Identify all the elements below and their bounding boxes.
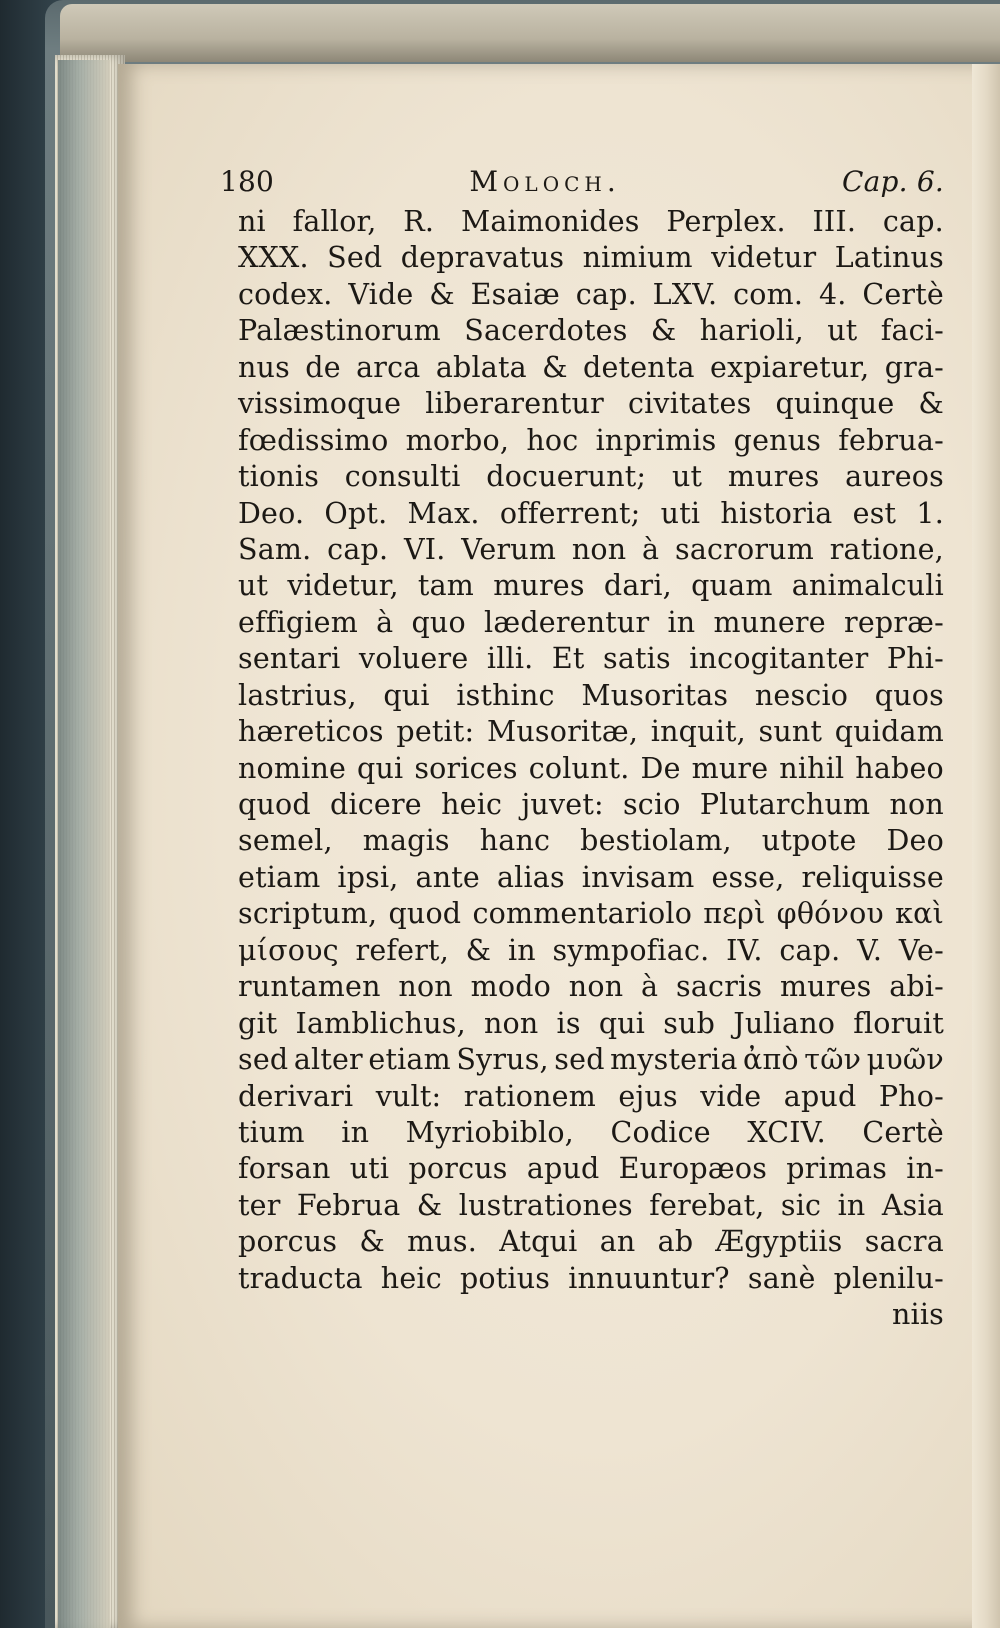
word: abi- — [889, 970, 944, 1004]
word: sympofiac. — [552, 933, 710, 967]
word: Plutarchum — [699, 788, 871, 821]
word: cap. — [327, 532, 389, 566]
word: V. — [857, 933, 883, 967]
word: historia — [720, 496, 833, 530]
chapter-label: Cap. 6. — [842, 165, 944, 198]
word: & — [650, 314, 677, 348]
word: & — [918, 387, 944, 421]
word: sacra — [864, 1225, 944, 1259]
word: dicere — [330, 788, 422, 821]
word: harioli, — [699, 314, 804, 348]
word: is — [556, 1006, 581, 1040]
word: sub — [663, 1006, 716, 1040]
text-line — [238, 1115, 944, 1151]
word: περὶ — [703, 897, 766, 931]
word: quo — [411, 605, 466, 639]
text-line — [238, 1224, 944, 1260]
word: refert, — [355, 933, 449, 967]
page-right-edge — [972, 64, 1000, 1628]
word: sic — [780, 1188, 822, 1222]
word: aureos — [845, 460, 944, 494]
text-line — [238, 459, 944, 495]
word: & — [542, 350, 568, 384]
word: genus — [733, 423, 822, 457]
word: XCIV. — [747, 1115, 826, 1149]
word: mures — [727, 460, 820, 494]
word: illi. — [486, 642, 534, 676]
word: lustrationes — [458, 1188, 633, 1222]
word: tionis — [238, 460, 320, 494]
word: traducta — [238, 1261, 363, 1295]
word: quam — [691, 569, 773, 603]
word: nihil — [779, 751, 845, 785]
word: Musoritæ, — [486, 715, 639, 749]
word: μίσους — [238, 933, 339, 967]
word: sunt — [758, 715, 823, 749]
word: VI. — [403, 532, 446, 566]
word: fœdissimo — [238, 423, 389, 457]
word: primas — [786, 1152, 888, 1186]
word: ter — [238, 1188, 281, 1222]
word: commentariolo — [472, 897, 693, 931]
word: consulti — [344, 460, 461, 494]
word: scio — [622, 788, 681, 821]
word: non — [568, 970, 624, 1004]
word: Codice — [610, 1115, 711, 1149]
word: inquit, — [650, 715, 746, 749]
word: depravatus — [400, 241, 565, 275]
text-line — [238, 240, 944, 276]
word: uti — [349, 1152, 390, 1186]
text-line — [238, 641, 944, 677]
word: Esaiæ — [470, 277, 560, 311]
word: læderentur — [484, 605, 650, 639]
text-line — [238, 896, 944, 932]
word: cap. — [575, 277, 637, 311]
running-header — [220, 164, 944, 204]
word: forsan — [238, 1152, 331, 1186]
word: καὶ — [895, 897, 944, 931]
text-line — [238, 1151, 944, 1187]
word: faci- — [880, 314, 944, 348]
text-line — [238, 1188, 944, 1224]
word: Certè — [862, 277, 944, 311]
word: Perplex. — [666, 205, 786, 238]
word: derivari — [238, 1079, 354, 1113]
word: mysteria — [610, 1043, 738, 1077]
word: uti — [660, 496, 701, 530]
word: vissimoque — [238, 387, 402, 421]
word: IV. — [726, 933, 763, 967]
word: civitates — [627, 387, 752, 421]
word: reliquisse — [801, 860, 944, 894]
text-line — [238, 423, 944, 459]
word: in — [667, 605, 696, 639]
word: arca — [356, 350, 421, 384]
word: ni — [238, 205, 266, 238]
word: non — [889, 788, 944, 821]
word: Et — [551, 642, 585, 676]
text-line — [238, 714, 944, 750]
word: qui — [598, 1006, 646, 1040]
word: Latinus — [834, 241, 944, 275]
word: qui — [357, 751, 404, 785]
text-line — [238, 751, 944, 787]
word: inprimis — [595, 423, 717, 457]
text-line — [238, 204, 944, 240]
word: Syrus, — [456, 1043, 549, 1077]
word: & — [465, 933, 492, 967]
word: bestiolam, — [580, 824, 732, 858]
word: docuerunt; — [486, 460, 647, 494]
word: sacrorum — [675, 532, 814, 566]
word: apud — [783, 1079, 857, 1113]
word: petit: — [396, 715, 475, 749]
text-line — [238, 386, 944, 422]
word: ablata — [435, 350, 527, 384]
word: φθόνου — [776, 897, 884, 931]
word: mures — [779, 970, 872, 1004]
word: utpote — [761, 824, 857, 858]
word: quinque — [775, 387, 895, 421]
word: ipsi, — [337, 860, 399, 894]
word: sacris — [676, 970, 763, 1004]
word: alias — [496, 860, 565, 894]
word: porcus — [408, 1152, 508, 1186]
text-line — [238, 933, 944, 969]
word: ut — [238, 569, 269, 603]
word: detenta — [583, 350, 695, 384]
word: non — [571, 532, 627, 566]
word: Juliano — [733, 1006, 836, 1040]
text-line — [238, 532, 944, 568]
word: Vide — [348, 277, 414, 311]
word: tam — [417, 569, 474, 603]
word: apud — [526, 1152, 600, 1186]
word: Asia — [881, 1188, 944, 1222]
word: mure — [691, 751, 769, 785]
word: invisam — [581, 860, 695, 894]
word: modo — [470, 970, 552, 1004]
word: an — [599, 1225, 636, 1259]
text-line — [238, 496, 944, 532]
word: nomine — [238, 751, 347, 785]
word: sentari — [238, 642, 341, 676]
word: sorices — [414, 751, 518, 785]
word: hæreticos — [238, 715, 384, 749]
word: Ægyptiis — [715, 1225, 843, 1259]
text-line: niis — [891, 1298, 944, 1332]
word: De — [640, 751, 681, 785]
word: voluere — [358, 642, 469, 676]
word: Europæos — [618, 1152, 768, 1186]
word: in — [507, 933, 536, 967]
word: porcus — [238, 1225, 338, 1259]
word: quidam — [834, 715, 944, 749]
word: à — [642, 532, 660, 566]
word: ἀπὸ — [743, 1043, 799, 1077]
word: Iamblichus, — [295, 1006, 466, 1040]
word: nus — [238, 350, 290, 384]
word: quod — [388, 897, 462, 931]
word: videtur — [711, 241, 817, 275]
word: sed — [554, 1043, 605, 1077]
word: & — [429, 277, 455, 311]
word: ferebat, — [649, 1188, 765, 1222]
word: ut — [827, 314, 858, 348]
page-stack-shadow — [58, 60, 110, 1628]
word: vult: — [375, 1079, 442, 1113]
word: februa- — [838, 423, 944, 457]
word: videtur, — [287, 569, 399, 603]
word: Atqui — [499, 1225, 578, 1259]
text-line — [238, 277, 944, 313]
word: 4. — [818, 277, 847, 311]
word: semel, — [238, 824, 333, 858]
text-line — [238, 1079, 944, 1115]
word: codex. — [238, 277, 333, 311]
word: animalculi — [791, 569, 944, 603]
text-line — [238, 860, 944, 896]
text-line — [238, 678, 944, 714]
word: nescio — [754, 678, 849, 712]
word: Deo. — [238, 496, 305, 530]
word: ejus — [618, 1079, 678, 1113]
word: runtamen — [238, 970, 381, 1004]
word: etiam — [238, 860, 321, 894]
word: nimium — [582, 241, 693, 275]
word: à — [641, 970, 659, 1004]
word: qui — [383, 678, 430, 712]
word: non — [483, 1006, 539, 1040]
word: Phi- — [886, 642, 944, 676]
word: in — [341, 1115, 370, 1149]
word: LXV. — [652, 277, 718, 311]
word: effigiem — [238, 605, 358, 639]
word: Verum — [461, 532, 557, 566]
word: incogitanter — [689, 642, 869, 676]
word: Februa — [296, 1188, 401, 1222]
word: com. — [733, 277, 804, 311]
word: Max. — [407, 496, 480, 530]
word: vide — [700, 1079, 762, 1113]
word: Palæstinorum — [238, 314, 441, 348]
word: floruit — [853, 1006, 944, 1040]
word: liberarentur — [425, 387, 604, 421]
running-title: Moloch. — [469, 165, 621, 198]
word: munere — [713, 605, 826, 639]
word: ratione, — [829, 532, 944, 566]
word: cap. — [779, 933, 841, 967]
word: tium — [238, 1115, 305, 1149]
word: est — [852, 496, 897, 530]
word: Maimonides — [460, 205, 640, 238]
text-line — [238, 1261, 944, 1297]
word: hanc — [479, 824, 551, 858]
word: isthinc — [456, 678, 555, 712]
text-line — [238, 313, 944, 349]
page-number: 180 — [220, 165, 275, 198]
word: rationem — [463, 1079, 596, 1113]
word: de — [305, 350, 341, 384]
word: quos — [874, 678, 944, 712]
word: scriptum, — [238, 897, 378, 931]
word: XXX. — [238, 241, 309, 275]
word: τῶν — [804, 1043, 862, 1077]
word: μυῶν — [866, 1043, 944, 1077]
word: Opt. — [324, 496, 388, 530]
word: Musoritas — [581, 678, 729, 712]
word: & — [416, 1188, 443, 1222]
word: habeo — [855, 751, 944, 785]
word: alter — [293, 1043, 363, 1077]
text-line — [238, 605, 944, 641]
word: Myriobiblo, — [405, 1115, 574, 1149]
word: Certè — [862, 1115, 944, 1149]
page-text — [220, 164, 944, 1334]
word: sed — [238, 1043, 289, 1077]
word: plenilu- — [833, 1261, 944, 1295]
word: morbo, — [405, 423, 510, 457]
text-line — [238, 350, 944, 386]
word: mus. — [407, 1225, 478, 1259]
book-top-edge — [60, 4, 1000, 62]
word: Sacerdotes — [464, 314, 628, 348]
word: mures — [493, 569, 585, 603]
word: R. — [403, 205, 435, 238]
word: heic — [441, 788, 503, 821]
word: satis — [603, 642, 671, 676]
word: Pho- — [878, 1079, 944, 1113]
word: juvet: — [521, 788, 604, 821]
word: magis — [362, 824, 450, 858]
word: & — [359, 1225, 385, 1259]
text-line — [238, 787, 944, 823]
text-line — [238, 1006, 944, 1042]
text-line — [238, 969, 944, 1005]
word: in- — [906, 1152, 944, 1186]
word: colunt. — [528, 751, 630, 785]
word: repræ- — [844, 605, 944, 639]
word: III. — [812, 205, 857, 238]
text-lines — [238, 204, 944, 1334]
word: lastrius, — [238, 678, 357, 712]
word: esse, — [711, 860, 785, 894]
word: expiaretur, — [710, 350, 870, 384]
word: heic — [380, 1261, 442, 1295]
word: innuuntur? — [568, 1261, 730, 1295]
word: hoc — [526, 423, 579, 457]
word: fallor, — [292, 205, 377, 238]
word: dari, — [603, 569, 672, 603]
word: cap. — [882, 205, 944, 238]
word: gra- — [884, 350, 944, 384]
word: Ve- — [898, 933, 944, 967]
word: Sed — [327, 241, 383, 275]
word: 1. — [916, 496, 944, 530]
word: potius — [459, 1261, 551, 1295]
text-line — [238, 568, 944, 604]
word: ut — [671, 460, 703, 494]
word: quod — [238, 788, 311, 821]
word: à — [376, 605, 394, 639]
word: Sam. — [238, 532, 312, 566]
word: offerrent; — [499, 496, 641, 530]
text-line — [238, 823, 944, 859]
word: ante — [415, 860, 480, 894]
word: etiam — [368, 1043, 451, 1077]
word: git — [238, 1006, 278, 1040]
word: non — [398, 970, 453, 1004]
word: in — [837, 1188, 866, 1222]
word: Deo — [886, 824, 944, 858]
word: sanè — [747, 1261, 816, 1295]
word: ab — [657, 1225, 694, 1259]
text-line — [238, 1042, 944, 1078]
